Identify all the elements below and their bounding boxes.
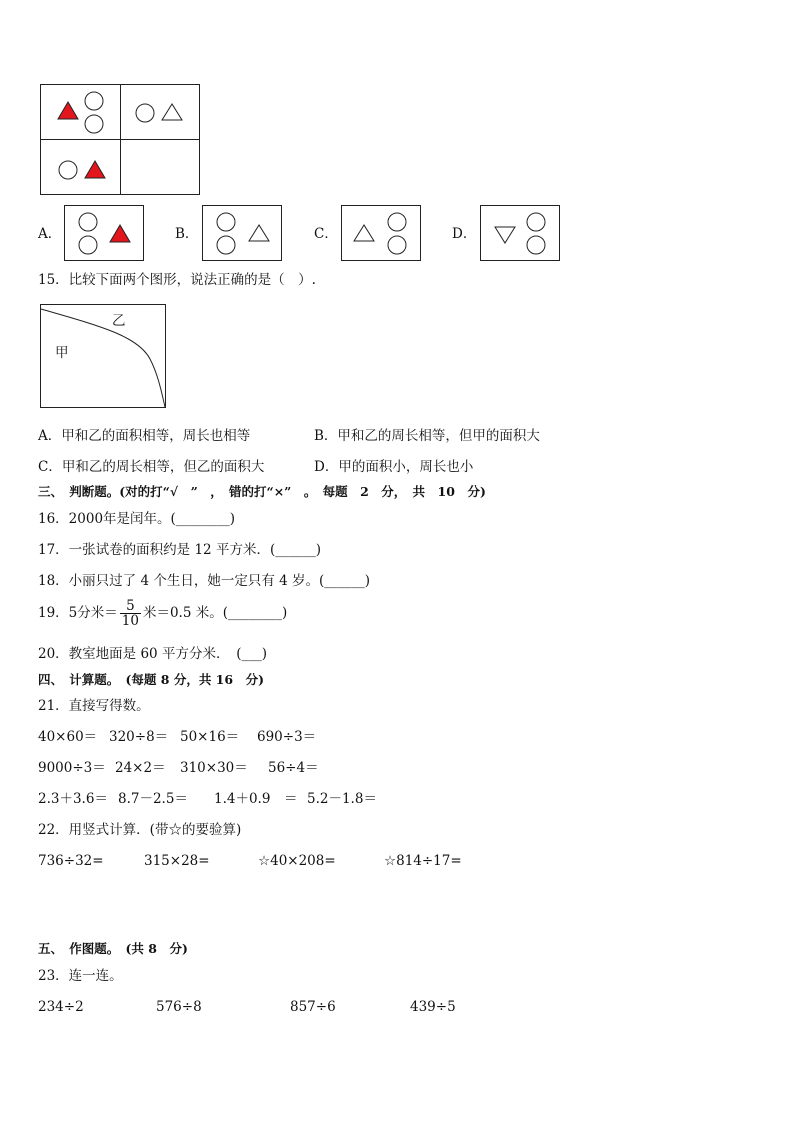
q19-numerator: 5 [120,599,141,614]
option-d-shapes [480,205,560,261]
q15-option-b[interactable]: B．甲和乙的周长相等，但甲的面积大 [314,428,540,444]
q21-item: 56÷4＝ [268,760,319,776]
q15-label-yi: 乙 [112,313,126,329]
option-b-shapes [202,205,282,261]
option-c-label: C． [314,226,338,242]
option-d-label: D． [452,226,477,242]
q21-item: 310×30＝ [180,760,248,776]
q23-item: 576÷8 [156,999,202,1015]
q19-denominator: 10 [121,613,139,629]
q19-fraction [120,599,141,628]
q21-item: 24×2＝ [115,760,166,776]
q21-item: 320÷8＝ [109,729,169,745]
option-b-label: B． [175,226,199,242]
q21-prompt: 21．直接写得数。 [38,698,150,714]
q23-item: 234÷2 [38,999,84,1015]
circle-icon [527,236,545,254]
circle-icon [79,213,97,231]
q18: 18．小丽只过了 4 个生日，她一定只有 4 岁。(______) [38,573,371,589]
circle-icon [217,236,235,254]
q22-item: ☆40×208= [258,853,336,869]
option-a-shapes [64,205,144,261]
circle-icon [388,213,406,231]
section4-title: 四、 计算题。 (每题 8 分，共 16 分) [38,672,264,687]
red-triangle-icon [58,102,78,119]
q21-item: 40×60＝ [38,729,98,745]
q15-option-d[interactable]: D．甲的面积小，周长也小 [314,459,474,475]
down-triangle-icon [495,227,515,243]
q19-post: 米＝0.5 米。(________) [142,605,288,621]
q15-label-jia: 甲 [55,345,69,361]
circle-icon [85,115,103,133]
q22-item: 315×28= [144,853,210,869]
q21-item: 690÷3＝ [257,729,317,745]
triangle-icon [249,225,269,241]
q21-item: 8.7－2.5＝ [118,791,188,807]
q21-item: 50×16＝ [180,729,240,745]
option-a-label: A． [38,226,62,242]
q15-option-c[interactable]: C．甲和乙的周长相等，但乙的面积大 [38,459,265,475]
q22-prompt: 22．用竖式计算．(带☆的要验算) [38,822,242,838]
circle-icon [527,213,545,231]
q23-item: 857÷6 [290,999,336,1015]
q20: 20．教室地面是 60 平方分米． (___) [38,646,267,662]
q22-item: ☆814÷17= [384,853,462,869]
q15-prompt: 15．比较下面两个图形，说法正确的是（ ）. [38,272,316,288]
q23-prompt: 23．连一连。 [38,968,123,984]
triangle-icon [354,225,374,241]
circle-icon [217,213,235,231]
q23-item: 439÷5 [410,999,456,1015]
q21-item: 9000÷3＝ [38,760,106,776]
q21-item: 5.2－1.8＝ [307,791,377,807]
circle-icon [136,104,154,122]
circle-icon [79,236,97,254]
circle-icon [85,92,103,110]
q15-option-a[interactable]: A．甲和乙的面积相等，周长也相等 [38,428,251,444]
triangle-icon [162,104,182,120]
circle-icon [388,236,406,254]
q16: 16．2000年是闰年。(________) [38,511,236,527]
red-triangle-icon [85,161,105,178]
section3-title: 三、 判断题。(对的打“√ ” ， 错的打“×” 。 每题 2 分， 共 10 分) [38,484,486,499]
red-triangle-icon [110,225,130,242]
option-c-shapes [341,205,421,261]
q21-item: 1.4＋0.9 ＝ [214,791,298,807]
q21-item: 2.3＋3.6＝ [38,791,108,807]
pattern-grid-shapes [40,84,200,195]
q19-pre: 19．5分米＝ [38,605,118,621]
circle-icon [59,161,77,179]
q22-item: 736÷32= [38,853,104,869]
q17: 17．一张试卷的面积约是 12 平方米．(______) [38,542,321,558]
section5-title: 五、 作图题。 (共 8 分) [38,941,188,956]
q19 [38,599,287,628]
